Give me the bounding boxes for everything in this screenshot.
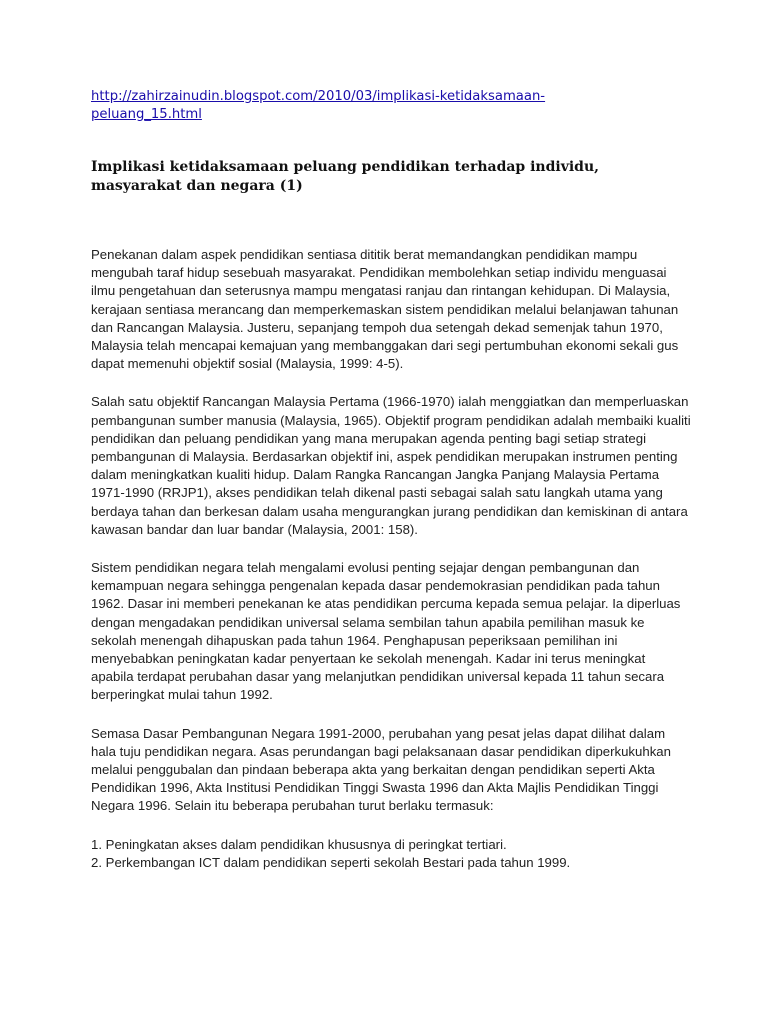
change-list: [91, 836, 691, 872]
source-url-link[interactable]: [91, 88, 611, 124]
article-title: Implikasi ketidaksamaan peluang pendidikan terhadap individu, masyarakat dan negara (1): [91, 159, 599, 194]
paragraph-4: Semasa Dasar Pembangunan Negara 1991-2000, perubahan yang pesat jelas dapat dilihat dalam hala tuju pendidikan negara. Asas perundangan bagi pelaksanaan dasar pendidikan diperkukuhkan melalui penggubalan dan pindaan beberapa akta yang berkaitan dengan pendidikan seperti Akta Pendidikan 1996, Akta Institusi Pendidikan Tinggi Swasta 1996 dan Akta Majlis Pendidikan Tinggi Negara 1996. Selain itu beberapa perubahan turut berlaku termasuk:: [91, 725, 671, 814]
paragraph-3: Sistem pendidikan negara telah mengalami evolusi penting sejajar dengan pembangunan dan kemampuan negara sehingga pengenalan kepada dasar pendemokrasian pendidikan pada tahun 1962. Dasar ini memberi penekanan ke atas pendidikan percuma kepada semua pelajar. Ia diperluas dengan mengadakan pendidikan universal selama sembilan tahun apabila pemilihan masuk ke sekolah menengah dihapuskan pada tahun 1964. Penghapusan peperiksaan pemilihan ini menyebabkan peningkatan kadar penyertaan ke sekolah menengah. Kadar ini terus meningkat apabila terdapat perubahan dasar yang melanjutkan pendidikan universal kepada 11 tahun secara berperingkat mulai tahun 1992.: [91, 560, 681, 703]
list-item-2: 2. Perkembangan ICT dalam pendidikan seperti sekolah Bestari pada tahun 1999.: [91, 854, 571, 870]
document-page: [91, 88, 691, 872]
paragraph-2: Salah satu objektif Rancangan Malaysia Pertama (1966-1970) ialah menggiatkan dan memperluaskan pembangunan sumber manusia (Malaysia, 1965). Objektif program pendidikan adalah membaiki kualiti pendidikan dan peluang pendidikan yang mana merupakan agenda penting bagi setiap strategi pembangunan di Malaysia. Berdasarkan objektif ini, aspek pendidikan merupakan instrumen penting dalam meningkatkan kualiti hidup. Dalam Rangka Rancangan Jangka Panjang Malaysia Pertama 1971-1990 (RRJP1), akses pendidikan telah dikenal pasti sebagai salah satu langkah utama yang berdaya tahan dan berkesan dalam usaha mengurangkan jurang pendidikan dan kemiskinan di antara kawasan bandar dan luar bandar (Malaysia, 2001: 158).: [91, 394, 691, 537]
source-url-line-1[interactable]: http://zahirzainudin.blogspot.com/2010/03/implikasi-ketidaksamaan-: [91, 89, 546, 104]
source-url-line-2[interactable]: peluang_15.html: [91, 107, 202, 122]
list-item-1: 1. Peningkatan akses dalam pendidikan khususnya di peringkat tertiari.: [91, 836, 507, 852]
paragraph-1: Penekanan dalam aspek pendidikan sentiasa dititik berat memandangkan pendidikan mampu mengubah taraf hidup sesebuah masyarakat. Pendidikan membolehkan setiap individu menguasai ilmu pengetahuan dan seterusnya mampu mengatasi ranjau dan rintangan kehidupan. Di Malaysia, kerajaan sentiasa merancang dan memperkemaskan sistem pendidikan melalui belanjawan tahunan dan Rancangan Malaysia. Justeru, sepanjang tempoh dua setengah dekad semenjak tahun 1970, Malaysia telah mencapai kemajuan yang membanggakan dari segi pertumbuhan ekonomi sekali gus dapat memenuhi objektif sosial (Malaysia, 1999: 4-5).: [91, 247, 679, 372]
article-body: [91, 246, 691, 872]
